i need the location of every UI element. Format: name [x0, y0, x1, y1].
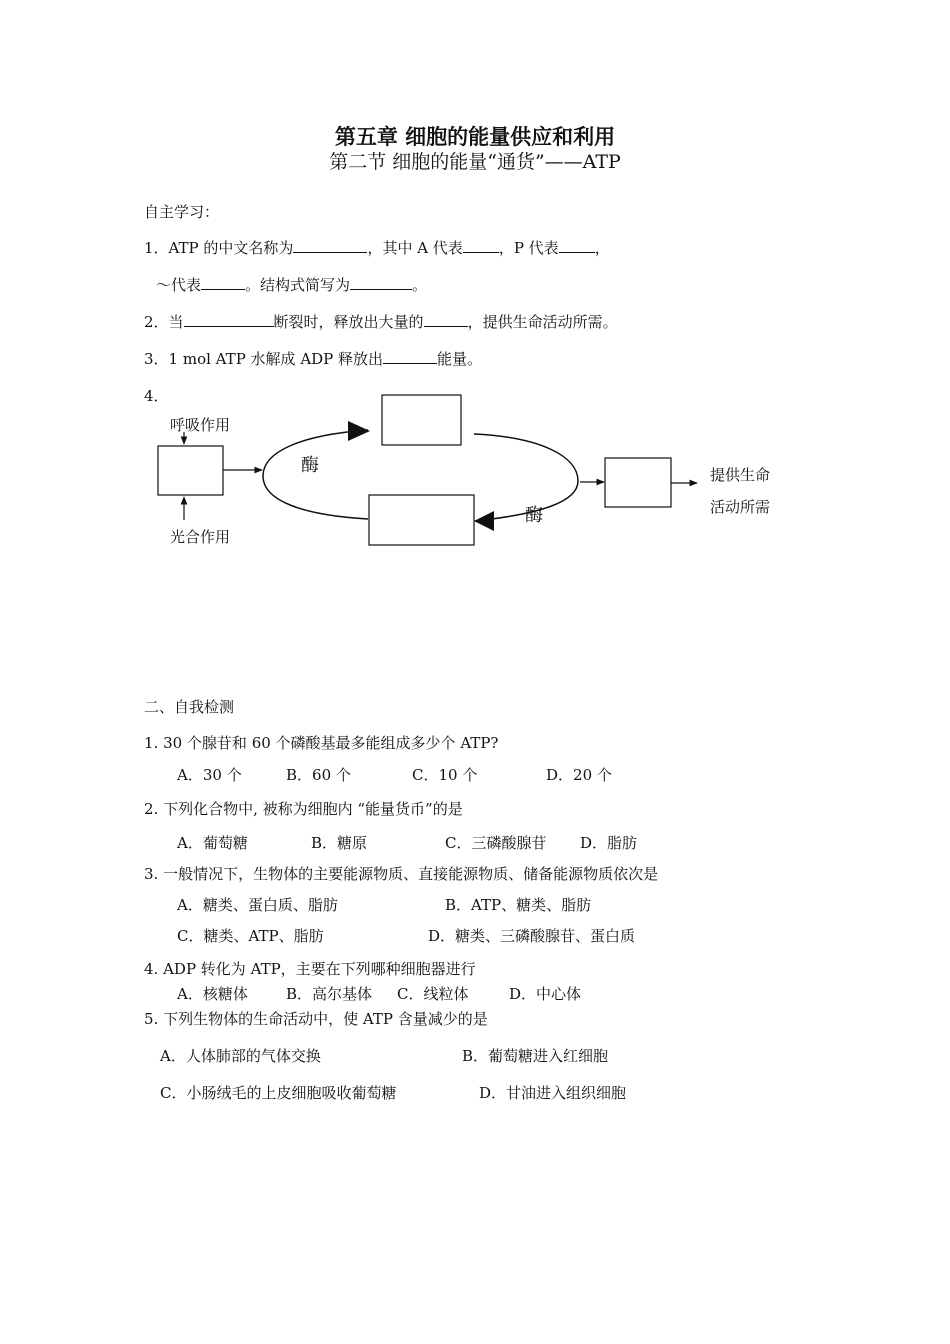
- test-q4-option-a[interactable]: A．核糖体: [177, 985, 248, 1003]
- test-q3-option-d[interactable]: D．糖类、三磷酸腺苷、蛋白质: [428, 927, 636, 945]
- left-box[interactable]: [158, 446, 223, 495]
- self-study-heading: 自主学习：: [144, 203, 220, 221]
- test-q5-option-a[interactable]: A．人体肺部的气体交换: [160, 1047, 321, 1065]
- test-q4-option-b[interactable]: B．高尔基体: [286, 985, 373, 1003]
- q4-number: 4．: [144, 387, 169, 405]
- bottom-box[interactable]: [369, 495, 474, 545]
- test-q5-option-b[interactable]: B．葡萄糖进入红细胞: [462, 1047, 609, 1065]
- test-q3-option-c[interactable]: C．糖类、ATP、脂肪: [177, 927, 324, 945]
- test-q1-option-c[interactable]: C．10 个: [412, 766, 478, 784]
- photosynthesis-label: 光合作用: [170, 528, 231, 546]
- test-q5-option-d[interactable]: D．甘油进入组织细胞: [479, 1084, 627, 1102]
- q2-line: 2．当 断裂时，释放出大量的 ，提供生命活动所需。: [144, 313, 618, 331]
- test-q2-option-a[interactable]: A．葡萄糖: [177, 834, 248, 852]
- test-q5-option-c[interactable]: C．小肠绒毛的上皮细胞吸收葡萄糖: [160, 1084, 397, 1102]
- test-q1-option-a[interactable]: A．30 个: [177, 766, 242, 784]
- test-q4-option-c[interactable]: C．线粒体: [397, 985, 469, 1003]
- test-q3-option-b[interactable]: B．ATP、糖类、脂肪: [445, 896, 592, 914]
- provide-label-line1: 提供生命: [710, 466, 771, 484]
- test-q2-option-d[interactable]: D．脂肪: [580, 834, 638, 852]
- test-q2-option-c[interactable]: C．三磷酸腺苷: [445, 834, 547, 852]
- respiration-label: 呼吸作用: [170, 416, 231, 434]
- test-q4-option-d[interactable]: D．中心体: [509, 985, 582, 1003]
- enzyme-label-left: 酶: [301, 455, 319, 476]
- right-box[interactable]: [605, 458, 671, 507]
- test-q5-stem: 5. 下列生物体的生命活动中，使 ATP 含量减少的是: [144, 1010, 488, 1028]
- q3-line: 3．1 mol ATP 水解成 ADP 释放出 能量。: [144, 350, 483, 368]
- test-q1-option-d[interactable]: D．20 个: [546, 766, 612, 784]
- provide-label-line2: 活动所需: [710, 498, 771, 516]
- test-q2-option-b[interactable]: B．糖原: [311, 834, 368, 852]
- top-box[interactable]: [382, 395, 461, 445]
- test-q1-stem: 1. 30 个腺苷和 60 个磷酸基最多能组成多少个 ATP?: [144, 734, 499, 752]
- test-q3-option-a[interactable]: A．糖类、蛋白质、脂肪: [177, 896, 338, 914]
- enzyme-label-right: 酶: [525, 505, 543, 526]
- section-title: 第二节 细胞的能量“通货”——ATP: [329, 151, 621, 173]
- test-q1-option-b[interactable]: B．60 个: [286, 766, 351, 784]
- chapter-title: 第五章 细胞的能量供应和利用: [334, 124, 616, 149]
- test-q4-stem: 4. ADP 转化为 ATP，主要在下列哪种细胞器进行: [144, 960, 476, 978]
- q1-line1: 1．ATP 的中文名称为 ，其中 A 代表 ，P 代表 ，: [144, 239, 610, 257]
- test-q2-stem: 2. 下列化合物中, 被称为细胞内 “能量货币”的是: [144, 800, 463, 818]
- q1-line2: ～代表 。结构式简写为 。: [156, 276, 428, 294]
- test-q3-stem: 3. 一般情况下，生物体的主要能源物质、直接能源物质、储备能源物质依次是: [144, 865, 659, 883]
- cycle-top-arrowhead: [348, 421, 370, 441]
- self-test-heading: 二、自我检测: [144, 698, 235, 716]
- cycle-bottom-arrowhead: [474, 511, 494, 531]
